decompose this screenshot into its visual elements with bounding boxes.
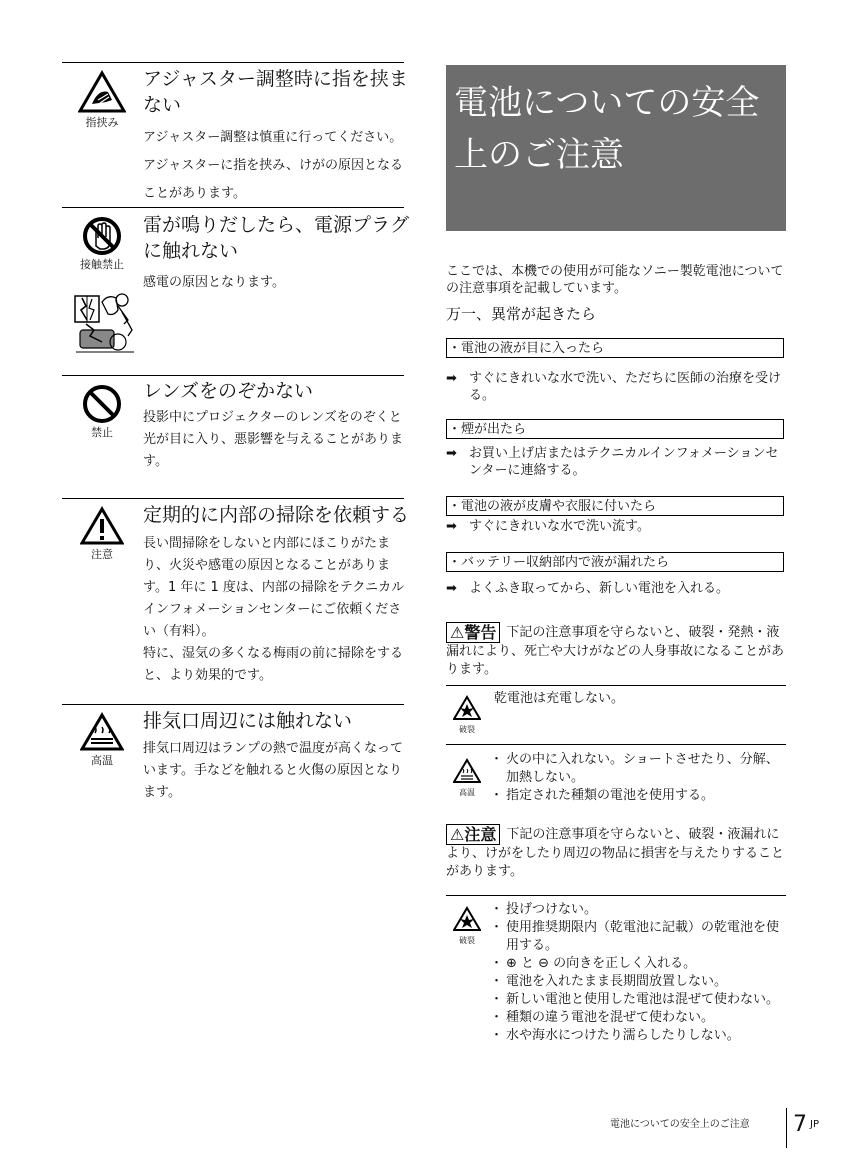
section-body: 長い間掃除をしないと内部にほこりがたまり、火災や感電の原因となることがあります。1 年に 1 度は、内部の掃除をテクニカルインフォメーションセンターにご依頼ください（有料）。 xyxy=(143,536,405,639)
arrow-right-icon: ➡ xyxy=(446,581,457,596)
divider xyxy=(446,895,786,896)
section-body: 排気口周辺はランプの熱で温度が高くなっています。手などを触れると火傷の原因となります。 xyxy=(143,741,404,800)
section-title: アジャスター調整時に指を挟まない xyxy=(143,68,408,116)
section-body: 特に、湿気の多くなる梅雨の前に掃除をすると、より効果的です。 xyxy=(143,646,404,683)
emergency-heading: 万一、異常が起きたら xyxy=(446,305,597,323)
caution-paragraph xyxy=(446,824,786,881)
warning-icon-block xyxy=(449,906,485,946)
divider xyxy=(446,744,786,745)
footer-divider xyxy=(786,1108,787,1148)
section-divider xyxy=(62,498,404,499)
section-divider xyxy=(62,704,404,705)
list-item: ・ 火の中に入れない。ショートさせたり、分解、加熱しない。 xyxy=(490,751,786,787)
lightning-storm-illustration xyxy=(74,290,136,360)
section-title: レンズをのぞかない xyxy=(143,380,313,402)
divider xyxy=(446,685,786,686)
list-item: ・ 水や海水につけたり濡らしたりしない。 xyxy=(490,1027,786,1045)
case-action xyxy=(446,580,786,597)
page-number: 7 xyxy=(793,1112,807,1137)
high-temperature-icon xyxy=(453,758,481,784)
warning-icon-block xyxy=(449,758,485,798)
explosion-icon xyxy=(453,906,481,932)
intro-text: ここでは、本機での使用が可能なソニー製乾電池についての注意事項を記載しています。 xyxy=(446,264,784,296)
warning-icon-block xyxy=(72,384,132,439)
case-label-box: ・煙が出たら xyxy=(446,419,784,439)
section-body: 感電の原因となります。 xyxy=(143,275,285,290)
caution-label: ⚠注意 xyxy=(446,824,500,845)
warning-icon-block xyxy=(72,506,132,561)
caution-item-list xyxy=(490,901,786,1045)
case-label-box: ・電池の液が皮膚や衣服に付いたら xyxy=(446,496,784,516)
action-text: すぐにきれいな水で洗い、ただちに医師の治療を受ける。 xyxy=(469,371,782,403)
case-action xyxy=(446,370,786,404)
list-item: ・ 電池を入れたまま長期間放置しない。 xyxy=(490,973,786,991)
icon-label: 注意 xyxy=(91,548,113,561)
chapter-title: 電池についての安全上のご注意 xyxy=(454,83,760,175)
chapter-title-box xyxy=(446,65,786,231)
icon-label: 高温 xyxy=(91,754,113,767)
warning-label: ⚠警告 xyxy=(446,622,500,643)
warning-item-list xyxy=(490,751,786,805)
prohibition-icon xyxy=(82,384,122,424)
list-item: ・ 新しい電池と使用した電池は混ぜて使わない。 xyxy=(490,991,786,1009)
section-title: 定期的に内部の掃除を依頼する xyxy=(143,504,410,526)
caution-text: 下記の注意事項を守らないと、破裂・液漏れにより、けがをしたり周辺の物品に損害を与えたりすることがあります。 xyxy=(446,827,785,879)
list-item: ・ ⊕ と ⊖ の向きを正しく入れる。 xyxy=(490,955,786,973)
icon-label: 高温 xyxy=(459,788,475,797)
list-item: ・ 指定された種類の電池を使用する。 xyxy=(490,787,786,805)
warning-item-text: 乾電池は充電しない。 xyxy=(494,691,625,706)
icon-label: 禁止 xyxy=(91,426,113,439)
warning-icon-block xyxy=(72,70,132,129)
icon-label: 接触禁止 xyxy=(80,258,124,271)
arrow-right-icon: ➡ xyxy=(446,371,457,386)
case-label-box: ・バッテリー収納部内で液が漏れたら xyxy=(446,552,784,572)
list-item: ・ 使用推奨期限内（乾電池に記載）の乾電池を使用する。 xyxy=(490,919,786,955)
case-action xyxy=(446,518,786,535)
warning-icon-block xyxy=(449,695,485,735)
section-divider xyxy=(62,207,404,208)
list-item: ・ 投げつけない。 xyxy=(490,901,786,919)
section-divider xyxy=(62,375,404,376)
warning-paragraph xyxy=(446,622,786,679)
icon-label: 指挟み xyxy=(85,116,119,129)
caution-exclamation-icon xyxy=(80,506,124,546)
case-action xyxy=(446,445,786,479)
no-touch-icon xyxy=(82,216,122,256)
high-temperature-icon xyxy=(80,712,124,752)
section-title: 雷が鳴りだしたら、電源プラグに触れない xyxy=(143,214,410,262)
case-label-box: ・電池の液が目に入ったら xyxy=(446,338,784,358)
warning-icon-block xyxy=(72,216,132,271)
warning-icon-block xyxy=(72,712,132,767)
section-title: 排気口周辺には触れない xyxy=(143,710,353,732)
arrow-right-icon: ➡ xyxy=(446,446,457,461)
action-text: よくふき取ってから、新しい電池を入れる。 xyxy=(469,581,730,596)
action-text: すぐにきれいな水で洗い流す。 xyxy=(469,519,650,534)
explosion-icon xyxy=(453,695,481,721)
language-code: JP xyxy=(810,1119,819,1130)
arrow-right-icon: ➡ xyxy=(446,519,457,534)
hand-pinch-warning-icon xyxy=(78,70,126,114)
icon-label: 破裂 xyxy=(459,936,475,945)
action-text: お買い上げ店またはテクニカルインフォメーションセンターに連絡する。 xyxy=(469,446,779,478)
section-body: 投影中にプロジェクターのレンズをのぞくと光が目に入り、悪影響を与えることがあります。 xyxy=(143,410,404,469)
footer-section-label: 電池についての安全上のご注意 xyxy=(610,1119,750,1130)
section-body: アジャスター調整は慎重に行ってください。アジャスターに指を挟み、けがの原因となることがあります。 xyxy=(143,130,404,201)
warning-text: 下記の注意事項を守らないと、破裂・発熱・液漏れにより、死亡や大けがなどの人身事故になることがあります。 xyxy=(446,625,785,677)
section-divider xyxy=(62,62,404,63)
icon-label: 破裂 xyxy=(459,725,475,734)
list-item: ・ 種類の違う電池を混ぜて使わない。 xyxy=(490,1009,786,1027)
